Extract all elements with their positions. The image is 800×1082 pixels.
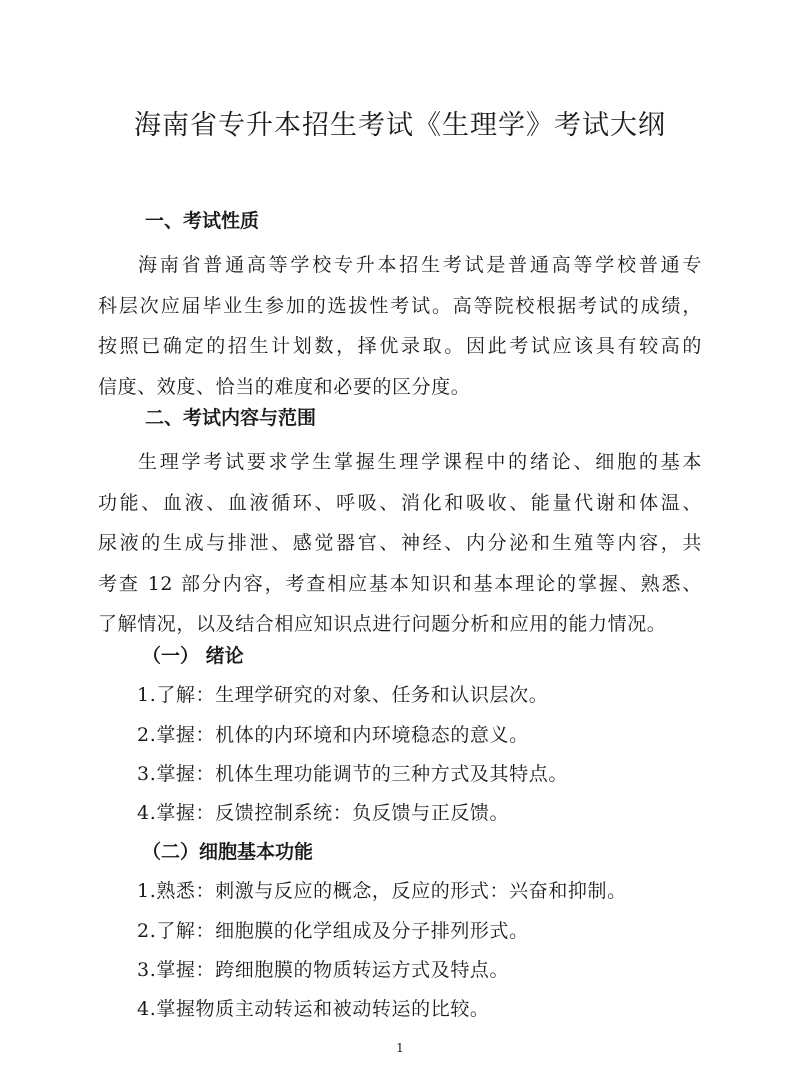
outline-item: 2.掌握：机体的内环境和内环境稳态的意义。	[137, 724, 529, 746]
paragraph-line: 生理学考试要求学生掌握生理学课程中的绪论、细胞的基本	[138, 451, 702, 473]
paragraph-line: 按照已确定的招生计划数，择优录取。因此考试应该具有较高的	[98, 335, 702, 357]
page-number: 1	[396, 1041, 404, 1055]
section-heading-exam-content: 二、考试内容与范围	[145, 407, 317, 429]
paragraph-line: 尿液的生成与排泄、感觉器官、神经、内分泌和生殖等内容，共	[98, 532, 702, 554]
subsection-heading-cell-function: （二）细胞基本功能	[142, 841, 314, 863]
paragraph-line: 海南省普通高等学校专升本招生考试是普通高等学校普通专	[138, 254, 702, 276]
paragraph-exam-content	[98, 442, 702, 645]
paragraph-line: 科层次应届毕业生参加的选拔性考试。高等院校根据考试的成绩，	[98, 294, 702, 317]
paragraph-line: 功能、血液、血液循环、呼吸、消化和吸收、能量代谢和体温、	[98, 491, 702, 514]
outline-item: 4.掌握：反馈控制系统：负反馈与正反馈。	[137, 802, 510, 824]
paragraph-line: 信度、效度、恰当的难度和必要的区分度。	[98, 375, 471, 398]
outline-item: 3.掌握：跨细胞膜的物质转运方式及特点。	[137, 959, 510, 981]
paragraph-line: 考查 12 部分内容，考查相应基本知识和基本理论的掌握、熟悉、	[98, 572, 702, 595]
section-heading-exam-nature: 一、考试性质	[145, 210, 260, 232]
outline-item: 3.掌握：机体生理功能调节的三种方式及其特点。	[137, 763, 568, 785]
document-title: 海南省专升本招生考试《生理学》考试大纲	[134, 110, 666, 141]
outline-item: 1.了解：生理学研究的对象、任务和认识层次。	[137, 684, 549, 706]
outline-item: 2.了解：细胞膜的化学组成及分子排列形式。	[137, 920, 529, 942]
paragraph-line: 了解情况，以及结合相应知识点进行问题分析和应用的能力情况。	[98, 613, 667, 635]
subsection-heading-introduction: （一） 绪论	[142, 645, 244, 667]
outline-item: 4.掌握物质主动转运和被动转运的比较。	[137, 998, 490, 1020]
paragraph-exam-nature	[98, 245, 702, 407]
outline-item: 1.熟悉：刺激与反应的概念，反应的形式：兴奋和抑制。	[137, 880, 627, 902]
